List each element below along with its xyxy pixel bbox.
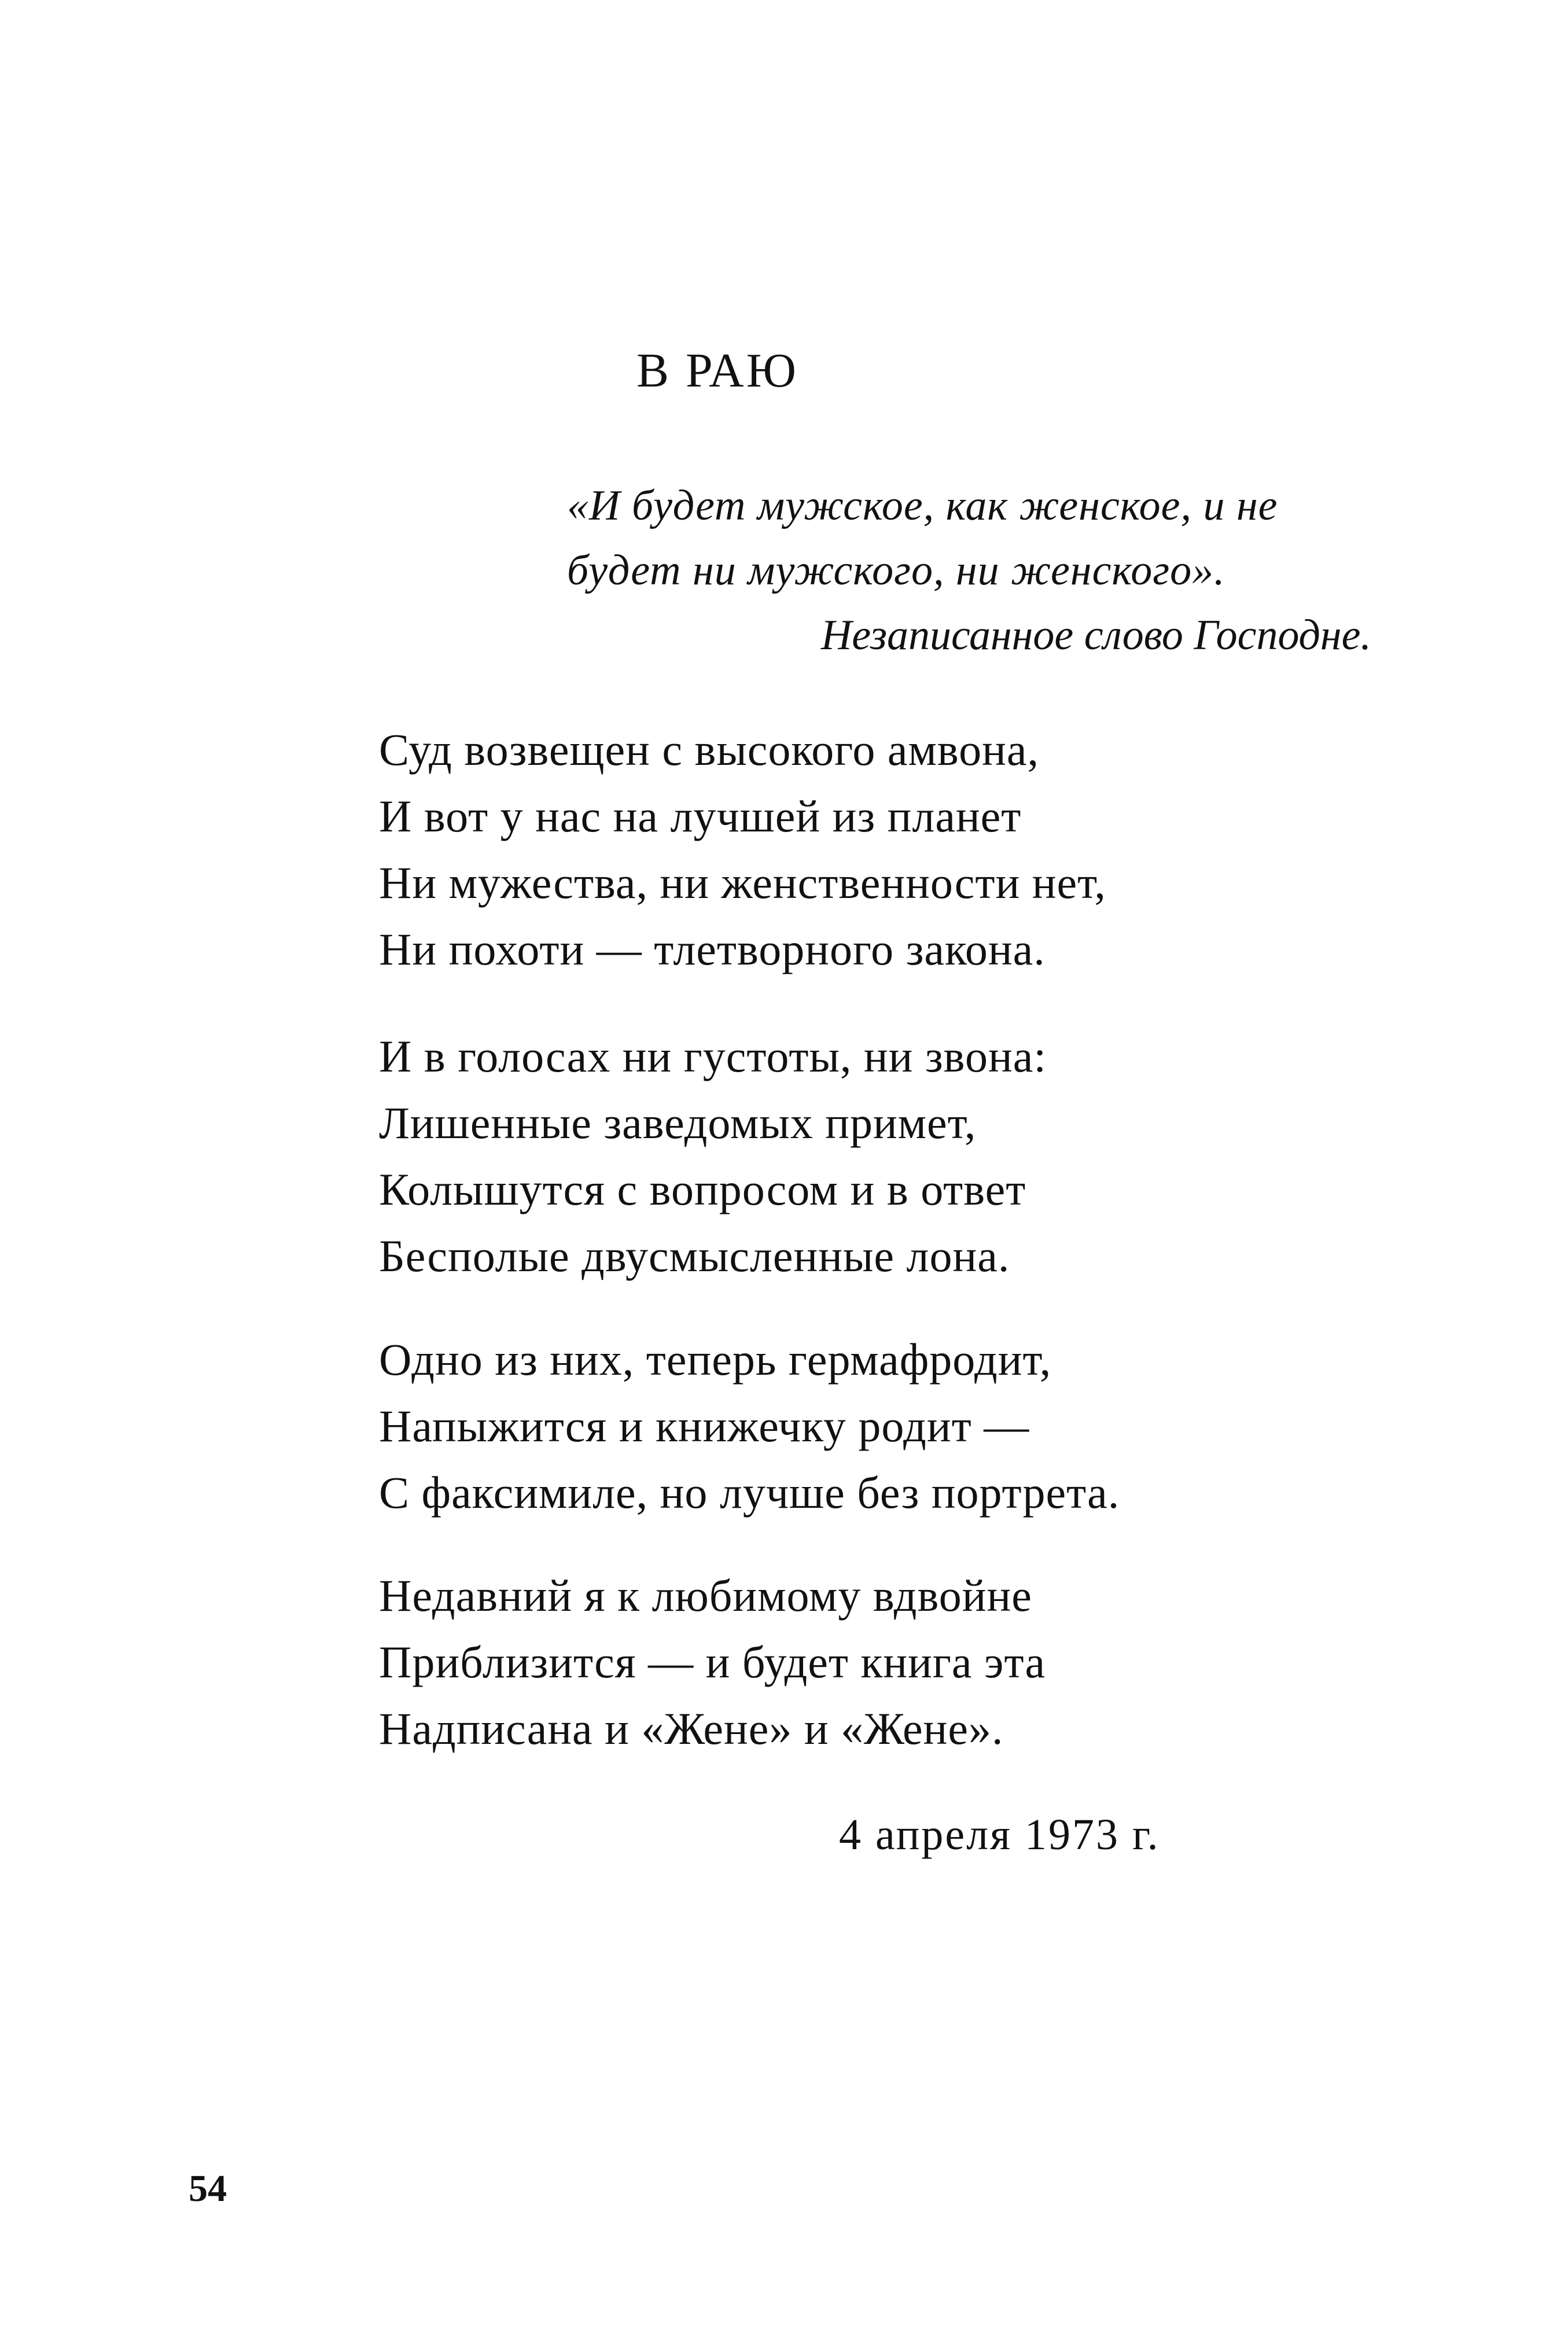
epigraph-line: «И будет мужское, как женское, и не bbox=[567, 482, 1278, 529]
poem-line: Ни мужества, ни женственности нет, bbox=[379, 857, 1106, 908]
epigraph-line: будет ни мужского, ни женского». bbox=[567, 547, 1225, 594]
poem-line: И вот у нас на лучшей из планет bbox=[379, 791, 1022, 841]
poem-line: Напыжится и книжечку родит — bbox=[379, 1401, 1030, 1451]
poem-line: Бесполые двусмысленные лона. bbox=[379, 1231, 1010, 1281]
poem-line: И в голосах ни густоты, ни звона: bbox=[379, 1031, 1047, 1081]
poem-title: В РАЮ bbox=[636, 344, 798, 397]
poem-line: Недавний я к любимому вдвойне bbox=[379, 1570, 1032, 1621]
poem-line: Суд возвещен с высокого амвона, bbox=[379, 724, 1039, 775]
poem-line: Надписана и «Жене» и «Жене». bbox=[379, 1703, 1004, 1754]
stanza-3 bbox=[379, 1326, 1120, 1526]
poem-line: Одно из них, теперь гермафродит, bbox=[379, 1334, 1052, 1385]
page-number: 54 bbox=[189, 2167, 227, 2210]
poem-date: 4 апреля 1973 г. bbox=[839, 1810, 1160, 1859]
poem-line: Лишенные заведомых примет, bbox=[379, 1098, 977, 1148]
poem-line: С факсимиле, но лучше без портрета. bbox=[379, 1467, 1120, 1518]
poem-line: Ни похоти — тлетворного закона. bbox=[379, 924, 1046, 974]
epigraph bbox=[567, 473, 1389, 668]
stanza-1 bbox=[379, 716, 1106, 982]
stanza-4 bbox=[379, 1562, 1046, 1762]
poem-line: Колышутся с вопросом и в ответ bbox=[379, 1164, 1026, 1214]
epigraph-source: Незаписанное слово Господне. bbox=[820, 612, 1371, 659]
stanza-2 bbox=[379, 1023, 1047, 1289]
poem-line: Приблизится — и будет книга эта bbox=[379, 1637, 1046, 1687]
